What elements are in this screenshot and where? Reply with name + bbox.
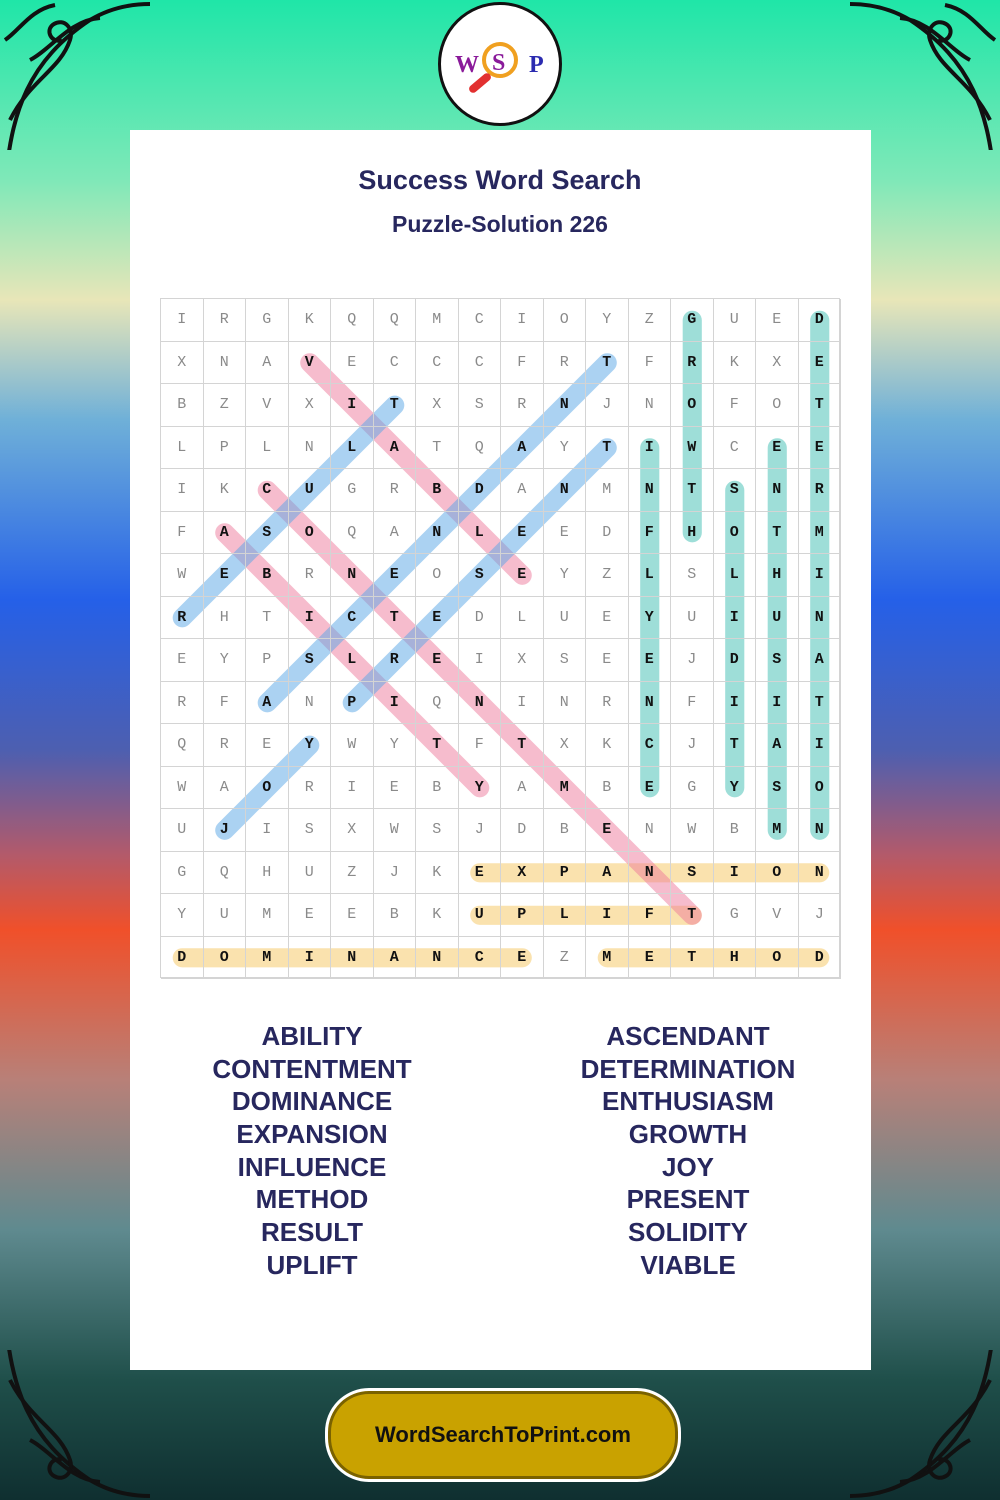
grid-cell[interactable]: Q — [331, 299, 374, 342]
grid-cell[interactable]: W — [331, 724, 374, 767]
grid-cell[interactable]: N — [544, 682, 587, 725]
grid-cell[interactable]: A — [204, 512, 247, 555]
grid-cell[interactable]: P — [544, 852, 587, 895]
logo-letter: P — [529, 52, 544, 78]
grid-cell[interactable]: G — [246, 299, 289, 342]
grid-cell[interactable]: O — [671, 384, 714, 427]
word-list-item: VIABLE — [640, 1249, 736, 1280]
grid-cell[interactable]: S — [289, 809, 332, 852]
grid-cell[interactable]: F — [629, 342, 672, 385]
grid-cell[interactable]: B — [246, 554, 289, 597]
grid-cell[interactable]: Y — [714, 767, 757, 810]
grid-cell[interactable]: C — [246, 469, 289, 512]
grid-cell[interactable]: D — [501, 809, 544, 852]
grid-cell[interactable]: T — [714, 724, 757, 767]
grid-cell[interactable]: S — [714, 469, 757, 512]
grid-cell[interactable]: U — [714, 299, 757, 342]
grid-cell[interactable]: J — [374, 852, 417, 895]
grid-cell[interactable]: W — [161, 767, 204, 810]
grid-cell[interactable]: J — [586, 384, 629, 427]
grid-cell[interactable]: T — [501, 724, 544, 767]
grid-cell[interactable]: C — [374, 342, 417, 385]
grid-cell[interactable]: N — [799, 597, 842, 640]
grid-cell[interactable]: U — [459, 894, 502, 937]
grid-cell[interactable]: U — [756, 597, 799, 640]
word-list-item: ENTHUSIASM — [602, 1086, 774, 1117]
grid-cell[interactable]: D — [459, 597, 502, 640]
grid-cell[interactable]: G — [331, 469, 374, 512]
grid-cell[interactable]: H — [671, 512, 714, 555]
grid-cell[interactable]: A — [204, 767, 247, 810]
grid-cell[interactable]: B — [586, 767, 629, 810]
grid-cell[interactable]: N — [459, 682, 502, 725]
grid-cell[interactable]: S — [671, 852, 714, 895]
grid-cell[interactable]: R — [204, 724, 247, 767]
grid-cell[interactable]: S — [246, 512, 289, 555]
grid-cell[interactable]: J — [799, 894, 842, 937]
grid-cell[interactable]: R — [374, 639, 417, 682]
grid-cell[interactable]: Y — [161, 894, 204, 937]
grid-cell[interactable]: O — [416, 554, 459, 597]
grid-cell[interactable]: A — [586, 852, 629, 895]
grid-cell[interactable]: F — [629, 512, 672, 555]
grid-cell[interactable]: N — [289, 427, 332, 470]
grid-cell[interactable]: S — [756, 767, 799, 810]
grid-cell[interactable]: Y — [374, 724, 417, 767]
grid-cell[interactable]: E — [501, 554, 544, 597]
grid-cell[interactable]: I — [799, 554, 842, 597]
grid-cell[interactable]: E — [501, 512, 544, 555]
grid-cell[interactable]: W — [671, 427, 714, 470]
grid-cell[interactable]: E — [501, 937, 544, 980]
grid-cell[interactable]: A — [374, 512, 417, 555]
grid-cell[interactable]: Q — [459, 427, 502, 470]
grid-cell[interactable]: T — [374, 597, 417, 640]
grid-cell[interactable]: N — [544, 469, 587, 512]
word-list-item: EXPANSION — [236, 1119, 388, 1150]
grid-cell[interactable]: I — [459, 639, 502, 682]
grid-cell[interactable]: N — [331, 937, 374, 980]
grid-cell[interactable]: B — [161, 384, 204, 427]
grid-cell[interactable]: M — [246, 894, 289, 937]
grid-cell[interactable]: Q — [374, 299, 417, 342]
grid-cell[interactable]: I — [246, 809, 289, 852]
grid-cell[interactable]: I — [714, 597, 757, 640]
grid-cell[interactable]: Y — [289, 724, 332, 767]
grid-cell[interactable]: Y — [204, 639, 247, 682]
grid-cell[interactable]: J — [204, 809, 247, 852]
grid-cell[interactable]: U — [204, 894, 247, 937]
grid-cell[interactable]: K — [289, 299, 332, 342]
grid-cell[interactable]: Y — [544, 427, 587, 470]
grid-cell[interactable]: N — [629, 682, 672, 725]
logo-letter: W — [455, 52, 479, 78]
grid-cell[interactable]: X — [501, 639, 544, 682]
grid-cell[interactable]: L — [161, 427, 204, 470]
word-list-left — [162, 1020, 462, 1282]
grid-cell[interactable]: X — [161, 342, 204, 385]
grid-cell[interactable]: F — [161, 512, 204, 555]
grid-cell[interactable]: Q — [331, 512, 374, 555]
grid-cell[interactable]: W — [671, 809, 714, 852]
grid-cell[interactable]: U — [289, 469, 332, 512]
grid-cell[interactable]: R — [671, 342, 714, 385]
grid-cell[interactable]: U — [544, 597, 587, 640]
grid-cell[interactable]: M — [586, 937, 629, 980]
grid-cell[interactable]: D — [799, 937, 842, 980]
logo-letter: S — [492, 50, 506, 76]
grid-cell[interactable]: G — [161, 852, 204, 895]
grid-cell[interactable]: I — [289, 937, 332, 980]
grid-cell[interactable]: V — [756, 894, 799, 937]
grid-cell[interactable]: O — [246, 767, 289, 810]
grid-cell[interactable]: Q — [161, 724, 204, 767]
grid-cell[interactable]: O — [756, 384, 799, 427]
grid-cell[interactable]: E — [629, 937, 672, 980]
grid-cell[interactable]: M — [416, 299, 459, 342]
grid-cell[interactable]: Z — [204, 384, 247, 427]
grid-cell[interactable]: F — [629, 894, 672, 937]
grid-cell[interactable]: I — [331, 767, 374, 810]
grid-cell[interactable]: U — [289, 852, 332, 895]
grid-cell[interactable]: J — [459, 809, 502, 852]
grid-cell[interactable]: E — [374, 554, 417, 597]
grid-cell[interactable]: E — [586, 809, 629, 852]
grid-cell[interactable]: I — [501, 299, 544, 342]
grid-cell[interactable]: D — [161, 937, 204, 980]
grid-cell[interactable]: D — [799, 299, 842, 342]
grid-cell[interactable]: C — [331, 597, 374, 640]
word-list-item: DOMINANCE — [231, 1086, 393, 1117]
grid-cell[interactable]: M — [756, 809, 799, 852]
grid-cell[interactable]: M — [799, 512, 842, 555]
grid-cell[interactable]: H — [756, 554, 799, 597]
grid-cell[interactable]: N — [756, 469, 799, 512]
grid-cell[interactable]: N — [629, 469, 672, 512]
grid-cell[interactable]: E — [161, 639, 204, 682]
site-link-button[interactable]: WordSearchToPrint.com — [325, 1388, 681, 1482]
grid-cell[interactable]: A — [374, 427, 417, 470]
grid-cell[interactable]: M — [246, 937, 289, 980]
grid-cell[interactable]: F — [204, 682, 247, 725]
grid-cell[interactable]: T — [586, 342, 629, 385]
grid-cell[interactable]: V — [289, 342, 332, 385]
grid-cell[interactable]: B — [374, 894, 417, 937]
grid-cell[interactable]: N — [799, 809, 842, 852]
grid-cell[interactable]: S — [459, 384, 502, 427]
grid-cell[interactable]: E — [799, 427, 842, 470]
grid-cell[interactable]: W — [374, 809, 417, 852]
grid-cell[interactable]: E — [416, 639, 459, 682]
grid-cell[interactable]: U — [671, 597, 714, 640]
grid-cell[interactable]: T — [586, 427, 629, 470]
grid-cell[interactable]: N — [204, 342, 247, 385]
grid-cell[interactable]: I — [586, 894, 629, 937]
letter-grid — [160, 298, 840, 978]
grid-cell[interactable]: N — [416, 512, 459, 555]
grid-cell[interactable]: C — [459, 937, 502, 980]
grid-cell[interactable]: O — [289, 512, 332, 555]
grid-cell[interactable]: O — [204, 937, 247, 980]
word-list-item: METHOD — [255, 1184, 369, 1215]
grid-cell[interactable]: B — [416, 469, 459, 512]
grid-cell[interactable]: B — [714, 809, 757, 852]
grid-cell[interactable]: S — [544, 639, 587, 682]
grid-cell[interactable]: T — [374, 384, 417, 427]
grid-cell[interactable]: L — [629, 554, 672, 597]
grid-cell[interactable]: N — [629, 809, 672, 852]
grid-cell[interactable]: O — [756, 937, 799, 980]
grid-cell[interactable]: M — [544, 767, 587, 810]
grid-cell[interactable]: H — [204, 597, 247, 640]
grid-cell[interactable]: A — [501, 427, 544, 470]
grid-cell[interactable]: E — [629, 639, 672, 682]
grid-cell[interactable]: P — [246, 639, 289, 682]
grid-cell[interactable]: E — [586, 597, 629, 640]
corner-ornament-icon — [850, 1350, 1000, 1500]
grid-cell[interactable]: I — [629, 427, 672, 470]
grid-cell[interactable]: I — [161, 299, 204, 342]
grid-cell[interactable]: E — [459, 852, 502, 895]
grid-cell[interactable]: I — [714, 682, 757, 725]
grid-cell[interactable]: F — [459, 724, 502, 767]
grid-cell[interactable]: L — [714, 554, 757, 597]
grid-cell[interactable]: D — [459, 469, 502, 512]
grid-cell[interactable]: Y — [586, 299, 629, 342]
grid-cell[interactable]: C — [629, 724, 672, 767]
grid-cell[interactable]: K — [416, 894, 459, 937]
grid-cell[interactable]: R — [799, 469, 842, 512]
grid-cell[interactable]: I — [374, 682, 417, 725]
grid-cell[interactable]: A — [501, 469, 544, 512]
grid-cell[interactable]: G — [714, 894, 757, 937]
grid-cell[interactable]: R — [374, 469, 417, 512]
grid-cell[interactable]: E — [416, 597, 459, 640]
page-subtitle: Puzzle-Solution 226 — [392, 211, 608, 237]
grid-cell[interactable]: O — [756, 852, 799, 895]
word-list-item: PRESENT — [626, 1184, 750, 1215]
grid-cell[interactable]: R — [501, 384, 544, 427]
grid-cell[interactable]: I — [756, 682, 799, 725]
grid-cell[interactable]: E — [544, 512, 587, 555]
grid-cell[interactable]: R — [289, 554, 332, 597]
word-list-item: INFLUENCE — [237, 1151, 387, 1182]
grid-cell[interactable]: C — [416, 342, 459, 385]
grid-cell[interactable]: E — [331, 342, 374, 385]
word-list-item: ASCENDANT — [606, 1021, 770, 1051]
grid-cell[interactable]: K — [714, 342, 757, 385]
grid-cell[interactable]: Y — [544, 554, 587, 597]
grid-cell[interactable]: Q — [204, 852, 247, 895]
page-title: Success Word Search — [358, 165, 642, 195]
grid-cell[interactable]: A — [374, 937, 417, 980]
grid-cell[interactable]: R — [161, 682, 204, 725]
grid-cell[interactable]: Y — [459, 767, 502, 810]
grid-cell[interactable]: P — [331, 682, 374, 725]
grid-cell[interactable]: G — [671, 299, 714, 342]
word-list-item: GROWTH — [628, 1119, 748, 1150]
grid-cell[interactable]: L — [544, 894, 587, 937]
grid-cell[interactable]: S — [289, 639, 332, 682]
grid-cell[interactable]: E — [799, 342, 842, 385]
grid-cell[interactable]: Y — [629, 597, 672, 640]
grid-cell[interactable]: A — [246, 682, 289, 725]
corner-ornament-icon — [0, 0, 150, 150]
grid-cell[interactable]: E — [586, 639, 629, 682]
grid-cell[interactable]: N — [799, 852, 842, 895]
site-logo[interactable] — [438, 2, 562, 126]
grid-cell[interactable]: S — [459, 554, 502, 597]
grid-cell[interactable]: N — [629, 852, 672, 895]
grid-cell[interactable]: I — [714, 852, 757, 895]
grid-cell[interactable]: A — [501, 767, 544, 810]
grid-cell[interactable]: R — [544, 342, 587, 385]
grid-cell[interactable]: X — [544, 724, 587, 767]
grid-cell[interactable]: D — [586, 512, 629, 555]
grid-cell[interactable]: L — [246, 427, 289, 470]
grid-cell[interactable]: K — [204, 469, 247, 512]
grid-cell[interactable]: O — [544, 299, 587, 342]
grid-cell[interactable]: S — [416, 809, 459, 852]
grid-cell[interactable]: I — [501, 682, 544, 725]
grid-cell[interactable]: C — [714, 427, 757, 470]
grid-cell[interactable]: T — [671, 894, 714, 937]
grid-cell[interactable]: Z — [629, 299, 672, 342]
grid-cell[interactable]: E — [629, 767, 672, 810]
grid-cell[interactable]: J — [671, 724, 714, 767]
grid-cell[interactable]: P — [204, 427, 247, 470]
grid-cell[interactable]: H — [246, 852, 289, 895]
grid-cell[interactable]: K — [416, 852, 459, 895]
grid-cell[interactable]: V — [246, 384, 289, 427]
corner-ornament-icon — [0, 1350, 150, 1500]
grid-cell[interactable]: L — [501, 597, 544, 640]
grid-cell[interactable]: C — [459, 342, 502, 385]
grid-cell[interactable]: T — [756, 512, 799, 555]
grid-cell[interactable]: A — [246, 342, 289, 385]
word-list-item: CONTENTMENT — [212, 1053, 412, 1084]
word-list-right — [538, 1020, 838, 1282]
word-list-item: SOLIDITY — [628, 1217, 748, 1248]
grid-cell[interactable]: N — [629, 384, 672, 427]
grid-cell[interactable]: X — [289, 384, 332, 427]
grid-cell[interactable]: S — [756, 639, 799, 682]
grid-cell[interactable]: X — [416, 384, 459, 427]
corner-ornament-icon — [850, 0, 1000, 150]
grid-cell[interactable]: T — [799, 682, 842, 725]
grid-cell[interactable]: I — [799, 724, 842, 767]
grid-cell[interactable]: E — [756, 427, 799, 470]
grid-cell[interactable]: T — [799, 384, 842, 427]
grid-cell[interactable]: T — [671, 937, 714, 980]
grid-cell[interactable]: Z — [331, 852, 374, 895]
grid-cell[interactable]: E — [204, 554, 247, 597]
grid-cell[interactable]: T — [671, 469, 714, 512]
grid-cell[interactable]: W — [161, 554, 204, 597]
word-list-item: JOY — [661, 1151, 715, 1182]
grid-cell[interactable]: L — [331, 427, 374, 470]
grid-cell[interactable]: X — [501, 852, 544, 895]
grid-cell[interactable]: B — [544, 809, 587, 852]
grid-cell[interactable]: E — [246, 724, 289, 767]
grid-cell[interactable]: F — [501, 342, 544, 385]
grid-cell[interactable]: O — [714, 512, 757, 555]
word-list-item: UPLIFT — [266, 1249, 358, 1280]
grid-cell[interactable]: I — [289, 597, 332, 640]
grid-cell[interactable]: J — [671, 639, 714, 682]
grid-cell[interactable]: O — [799, 767, 842, 810]
grid-cell[interactable]: Z — [544, 937, 587, 980]
grid-cell[interactable]: C — [459, 299, 502, 342]
grid-cell[interactable]: Z — [586, 554, 629, 597]
grid-cell[interactable]: E — [331, 894, 374, 937]
grid-cell[interactable]: Q — [416, 682, 459, 725]
grid-cell[interactable]: N — [544, 384, 587, 427]
grid-cell[interactable]: F — [714, 384, 757, 427]
grid-cell[interactable]: U — [161, 809, 204, 852]
grid-cell[interactable]: N — [416, 937, 459, 980]
grid-cell[interactable]: H — [714, 937, 757, 980]
grid-cell[interactable]: N — [331, 554, 374, 597]
grid-cell[interactable]: T — [416, 724, 459, 767]
grid-cell[interactable]: I — [161, 469, 204, 512]
grid-cell[interactable]: A — [756, 724, 799, 767]
grid-cell[interactable]: R — [586, 682, 629, 725]
grid-cell[interactable]: M — [586, 469, 629, 512]
word-list-item: ABILITY — [261, 1021, 363, 1051]
grid-cell[interactable]: P — [501, 894, 544, 937]
grid-cell[interactable]: I — [331, 384, 374, 427]
grid-cell[interactable]: B — [416, 767, 459, 810]
grid-cell[interactable]: E — [289, 894, 332, 937]
grid-cell[interactable]: S — [671, 554, 714, 597]
grid-cell[interactable]: T — [246, 597, 289, 640]
grid-cell[interactable]: R — [161, 597, 204, 640]
grid-cell[interactable]: R — [289, 767, 332, 810]
grid-cell[interactable]: R — [204, 299, 247, 342]
grid-cell[interactable]: G — [671, 767, 714, 810]
grid-cell[interactable]: F — [671, 682, 714, 725]
word-list-item: DETERMINATION — [580, 1053, 796, 1084]
grid-cell[interactable]: N — [289, 682, 332, 725]
grid-cell[interactable]: X — [756, 342, 799, 385]
grid-cell[interactable]: D — [714, 639, 757, 682]
grid-cell[interactable]: E — [374, 767, 417, 810]
grid-cell[interactable]: X — [331, 809, 374, 852]
grid-cell[interactable]: K — [586, 724, 629, 767]
grid-cell[interactable]: L — [331, 639, 374, 682]
grid-cell[interactable]: E — [756, 299, 799, 342]
word-list-item: RESULT — [260, 1217, 364, 1248]
grid-cell[interactable]: A — [799, 639, 842, 682]
grid-cell[interactable]: L — [459, 512, 502, 555]
grid-cell[interactable]: T — [416, 427, 459, 470]
